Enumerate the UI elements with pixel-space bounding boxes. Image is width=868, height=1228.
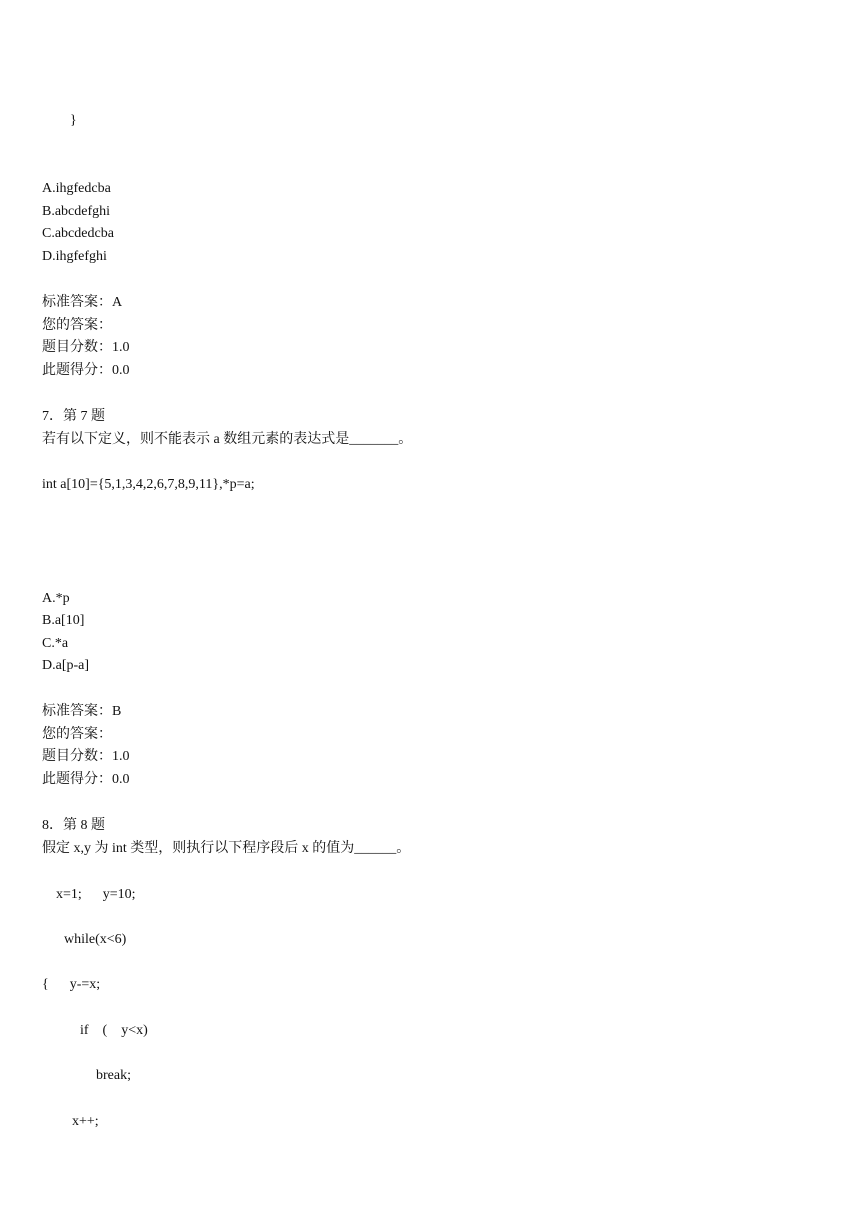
q7-header: 7．第 7 题 (42, 409, 105, 424)
q7-question-score: 题目分数：1.0 (42, 749, 130, 764)
q6-option-d: D.ihgfefghi (42, 249, 107, 264)
q6-your-answer: 您的答案： (42, 318, 112, 333)
q6-option-c: C.abcdedcba (42, 226, 114, 241)
q8-code-line: if ( y<x) (80, 1023, 148, 1038)
q6-question-score: 题目分数：1.0 (42, 340, 130, 355)
q8-stem: 假定 x,y 为 int 类型，则执行以下程序段后 x 的值为______。 (42, 841, 411, 856)
q6-option-a: A.ihgfedcba (42, 181, 111, 196)
q8-code-line: x++; (72, 1114, 99, 1129)
q7-option-c: C.*a (42, 636, 69, 651)
q7-code: int a[10]={5,1,3,4,2,6,7,8,9,11},*p=a; (42, 477, 255, 492)
q7-option-b: B.a[10] (42, 613, 85, 628)
q6-earned-score: 此题得分：0.0 (42, 363, 130, 378)
q7-option-a: A.*p (42, 591, 70, 606)
q6-standard-answer: 标准答案：A (42, 295, 123, 310)
q7-earned-score: 此题得分：0.0 (42, 772, 130, 787)
q7-standard-answer: 标准答案：B (42, 704, 122, 719)
q7-stem: 若有以下定义，则不能表示 a 数组元素的表达式是_______。 (42, 432, 413, 447)
q8-code-line: break; (96, 1068, 131, 1083)
q8-code-line: x=1; y=10; (56, 887, 136, 902)
q7-your-answer: 您的答案： (42, 727, 112, 742)
code-closing-brace: } (70, 113, 77, 128)
q6-option-b: B.abcdefghi (42, 204, 111, 219)
q8-header: 8．第 8 题 (42, 818, 105, 833)
q8-code-line: { y-=x; (42, 977, 101, 992)
q7-option-d: D.a[p-a] (42, 658, 90, 673)
q8-code-line: while(x<6) (64, 932, 127, 947)
